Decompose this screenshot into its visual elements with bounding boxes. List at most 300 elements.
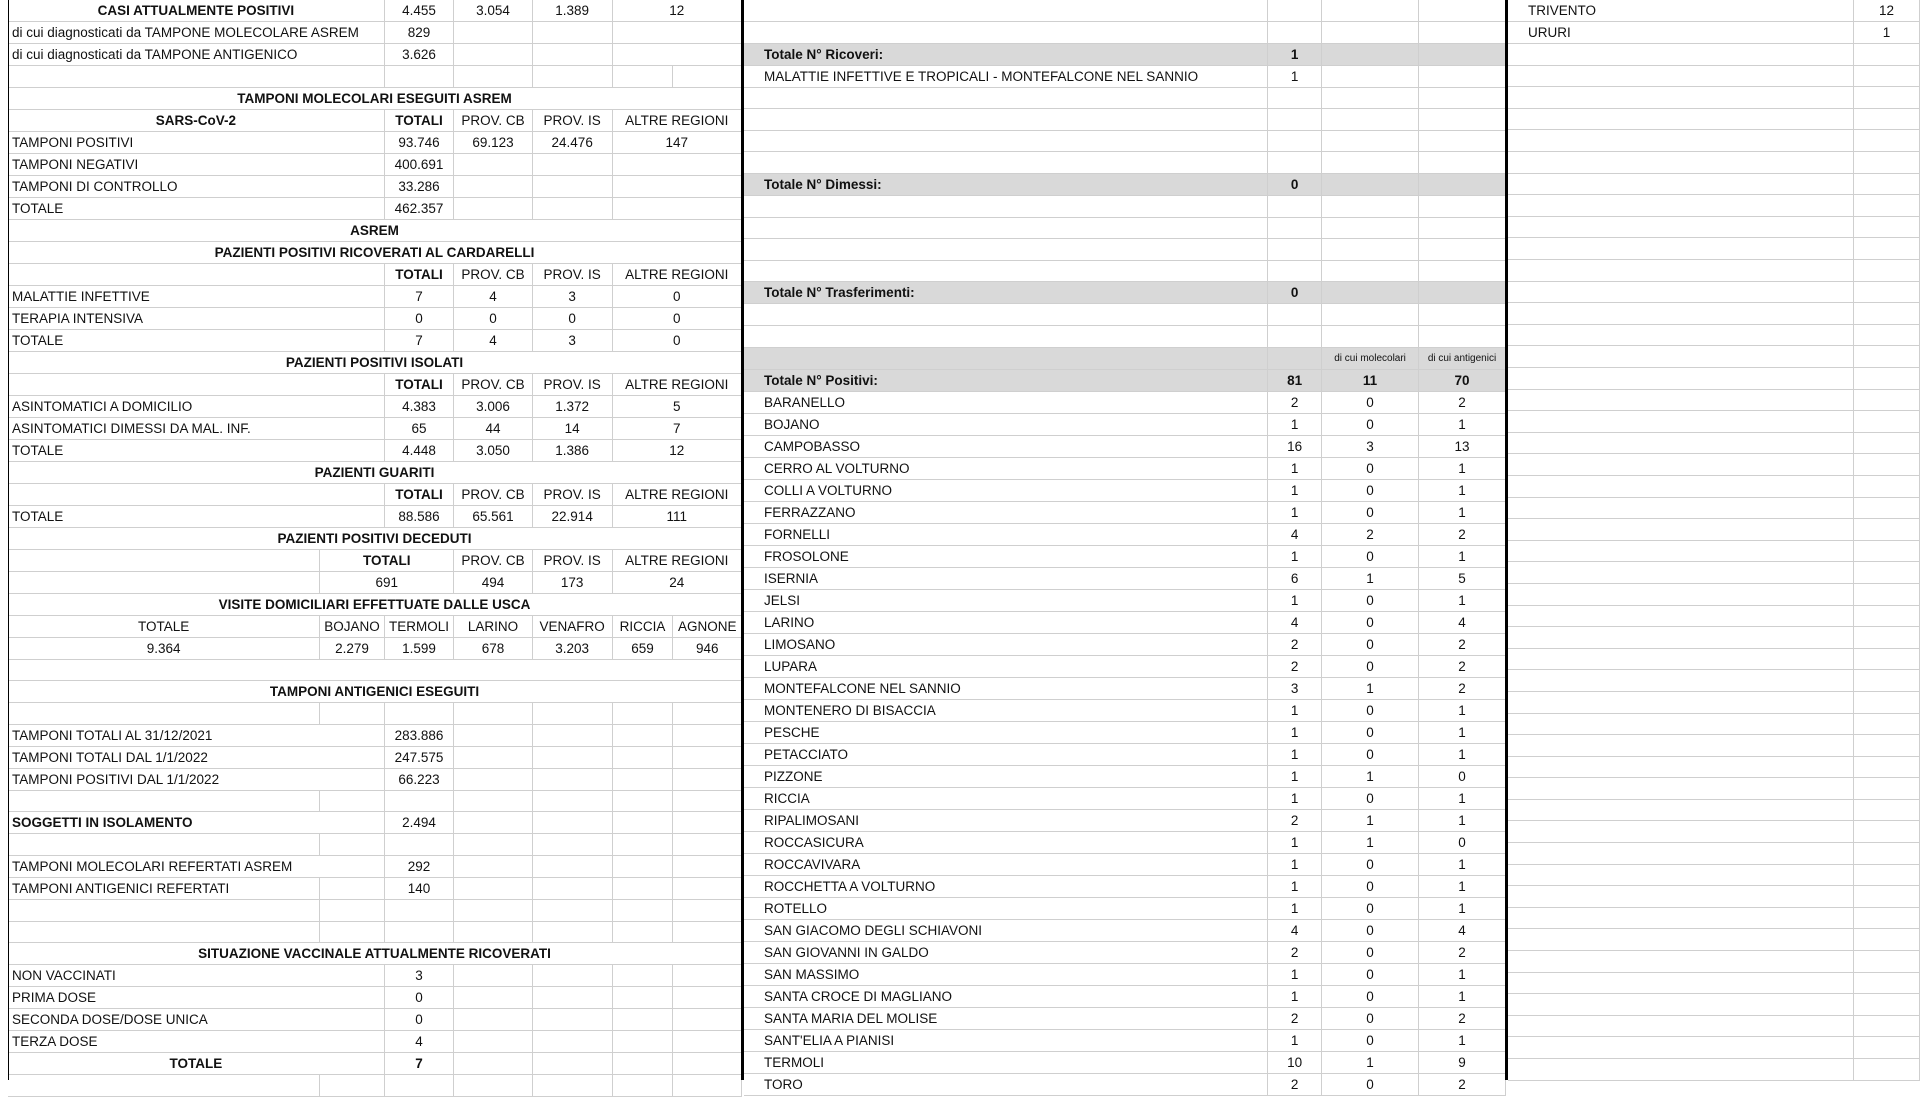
comune-name: JELSI [744, 589, 1268, 611]
row-tamponi-totali-2021 [8, 724, 742, 746]
comune-name: PETACCIATO [744, 743, 1268, 765]
cell [454, 921, 533, 943]
comune-name [1508, 756, 1854, 778]
comune-row [1508, 44, 1920, 66]
comune-name: RICCIA [744, 787, 1268, 809]
cell: 65 [384, 417, 453, 439]
summary-row [744, 130, 1506, 152]
antigenici-cell [1419, 282, 1506, 304]
totale-cell: 1 [1268, 457, 1322, 479]
comune-name [1508, 648, 1854, 670]
comune-name [1508, 130, 1854, 152]
cell [532, 1031, 612, 1053]
molecolari-cell: 0 [1322, 501, 1419, 523]
cell [320, 921, 385, 943]
totale-cell: 1 [1268, 1029, 1322, 1051]
totale-cell [1854, 65, 1920, 87]
comune-row [1508, 864, 1920, 886]
cell: TOTALE [8, 615, 320, 637]
comune-name: TERMOLI [744, 1051, 1268, 1073]
antigenici-cell: 2 [1419, 1073, 1506, 1095]
comune-name [1508, 540, 1854, 562]
totale-cell: 1 [1268, 963, 1322, 985]
comune-name [1508, 108, 1854, 130]
totale-cell [1854, 475, 1920, 497]
comune-row [1508, 173, 1920, 195]
cell: PAZIENTI GUARITI [8, 461, 742, 483]
row-non-vaccinati [8, 965, 742, 987]
totale-cell [1854, 929, 1920, 951]
cell [320, 1075, 385, 1097]
cell [532, 834, 612, 856]
cell [673, 724, 742, 746]
totale-cell [1854, 281, 1920, 303]
cell: PROV. CB [454, 549, 533, 571]
totale-cell [1854, 389, 1920, 411]
comune-row [744, 831, 1506, 853]
comune-name: Totale N° Positivi: [744, 369, 1268, 391]
summary-row [744, 304, 1506, 326]
cell: 247.575 [384, 746, 453, 768]
antigenici-cell: 0 [1419, 765, 1506, 787]
cell: 147 [612, 131, 741, 153]
comune-row [1508, 0, 1920, 22]
cell: 69.123 [454, 131, 533, 153]
cell: TOTALE [8, 1053, 384, 1075]
totale-cell: 1 [1268, 897, 1322, 919]
totale-cell [1268, 130, 1322, 152]
totale-cell: 1 [1854, 22, 1920, 44]
cell: 33.286 [384, 175, 453, 197]
cell: TOTALI [384, 373, 453, 395]
summary-row [744, 347, 1506, 369]
comune-row [1508, 778, 1920, 800]
comune-row [744, 501, 1506, 523]
molecolari-cell [1322, 196, 1419, 218]
cell: SOGGETTI IN ISOLAMENTO [8, 812, 384, 834]
comune-row [1508, 152, 1920, 174]
cell: TERMOLI [384, 615, 453, 637]
molecolari-cell: 1 [1322, 765, 1419, 787]
cell: 66.223 [384, 768, 453, 790]
antigenici-cell: 1 [1419, 699, 1506, 721]
comune-row [1508, 238, 1920, 260]
cell [532, 900, 612, 922]
cell: 0 [612, 285, 741, 307]
comune-row [1508, 691, 1920, 713]
comune-row [744, 875, 1506, 897]
totale-cell [1854, 972, 1920, 994]
cell: PAZIENTI POSITIVI ISOLATI [8, 351, 742, 373]
comune-row [1508, 432, 1920, 454]
summary-row [744, 109, 1506, 131]
row-section-antigenici [8, 681, 742, 703]
totale-cell [1268, 217, 1322, 239]
totale-cell: 1 [1268, 831, 1322, 853]
totale-cell: 2 [1268, 655, 1322, 677]
totale-cell [1854, 1037, 1920, 1059]
cell [532, 1053, 612, 1075]
summary-row [744, 282, 1506, 304]
row-guariti-totale [8, 505, 742, 527]
totale-cell: 2 [1268, 941, 1322, 963]
cell: 12 [612, 0, 741, 22]
molecolari-cell: 0 [1322, 611, 1419, 633]
summary-row [744, 369, 1506, 391]
cell [673, 703, 742, 725]
cell [532, 856, 612, 878]
cell [612, 153, 741, 175]
cell: TAMPONI MOLECOLARI ESEGUITI ASREM [8, 87, 742, 109]
cell: TAMPONI MOLECOLARI REFERTATI ASREM [8, 856, 384, 878]
comune-name [744, 260, 1268, 282]
comune-name [1508, 65, 1854, 87]
comune-row [744, 1029, 1506, 1051]
comune-row [744, 479, 1506, 501]
cell [454, 44, 533, 66]
comune-name: BOJANO [744, 413, 1268, 435]
summary-row [744, 326, 1506, 348]
totale-cell: 0 [1268, 174, 1322, 196]
cell [673, 878, 742, 900]
totale-cell [1854, 713, 1920, 735]
comune-name: Totale N° Ricoveri: [744, 43, 1268, 65]
totale-cell [1854, 605, 1920, 627]
cell: 4.448 [384, 439, 453, 461]
comune-row [1508, 130, 1920, 152]
molecolari-cell: 0 [1322, 875, 1419, 897]
cell [532, 878, 612, 900]
comune-row [1508, 216, 1920, 238]
cell: VISITE DOMICILIARI EFFETTUATE DALLE USCA [8, 593, 742, 615]
cell: SECONDA DOSE/DOSE UNICA [8, 1009, 384, 1031]
row-section-tamponi-molecolari [8, 87, 742, 109]
comune-row [744, 545, 1506, 567]
cell [454, 175, 533, 197]
comune-name [1508, 368, 1854, 390]
molecolari-cell [1322, 43, 1419, 65]
comune-row [744, 721, 1506, 743]
summary-row [744, 87, 1506, 109]
totale-cell: 12 [1854, 0, 1920, 22]
row-tamponi-positivi [8, 131, 742, 153]
antigenici-cell [1419, 109, 1506, 131]
cell: 4 [454, 285, 533, 307]
cell: PROV. IS [532, 549, 612, 571]
row-blank [8, 66, 742, 88]
comune-name [744, 130, 1268, 152]
totale-cell [1854, 346, 1920, 368]
comune-row [1508, 454, 1920, 476]
cell: PROV. IS [532, 263, 612, 285]
comune-name [744, 22, 1268, 44]
antigenici-cell: 1 [1419, 963, 1506, 985]
molecolari-cell: 0 [1322, 853, 1419, 875]
totale-cell [1854, 130, 1920, 152]
cell [673, 1075, 742, 1097]
comune-name [744, 304, 1268, 326]
summary-row [744, 239, 1506, 261]
totale-cell [1854, 432, 1920, 454]
cell: PROV. CB [454, 263, 533, 285]
cell [532, 153, 612, 175]
cell [532, 768, 612, 790]
cell [532, 812, 612, 834]
cell [454, 834, 533, 856]
comune-name: SANTA CROCE DI MAGLIANO [744, 985, 1268, 1007]
totale-cell [1854, 1015, 1920, 1037]
totale-cell [1854, 195, 1920, 217]
comune-name [1508, 691, 1854, 713]
cell [612, 790, 673, 812]
molecolari-cell: 0 [1322, 545, 1419, 567]
cell: TERAPIA INTENSIVA [8, 307, 384, 329]
antigenici-cell: 0 [1419, 831, 1506, 853]
comune-row [744, 435, 1506, 457]
comune-name: ISERNIA [744, 567, 1268, 589]
cell: PAZIENTI POSITIVI DECEDUTI [8, 527, 742, 549]
totale-cell [1268, 87, 1322, 109]
row-section-cardarelli [8, 241, 742, 263]
row-tamponi-positivi-2022 [8, 768, 742, 790]
cell: 0 [532, 307, 612, 329]
cell [532, 66, 612, 88]
totale-cell: 1 [1268, 743, 1322, 765]
antigenici-cell: 1 [1419, 1029, 1506, 1051]
cell [532, 1009, 612, 1031]
comune-row [1508, 713, 1920, 735]
cell [8, 921, 320, 943]
molecolari-cell: 0 [1322, 963, 1419, 985]
cell: 3.203 [532, 637, 612, 659]
comune-row [744, 633, 1506, 655]
cell: 659 [612, 637, 673, 659]
cell: TAMPONI ANTIGENICI REFERTATI [8, 878, 320, 900]
comune-name: LARINO [744, 611, 1268, 633]
cell: 24.476 [532, 131, 612, 153]
molecolari-cell: 0 [1322, 787, 1419, 809]
comune-row [744, 941, 1506, 963]
cell: 2.494 [384, 812, 453, 834]
row-tamponi-totali-2022 [8, 746, 742, 768]
comune-row [1508, 108, 1920, 130]
cell [532, 703, 612, 725]
cell [454, 1053, 533, 1075]
comune-name [744, 87, 1268, 109]
totale-cell: 1 [1268, 545, 1322, 567]
comune-row [1508, 260, 1920, 282]
antigenici-cell: 70 [1419, 369, 1506, 391]
cell: TAMPONI POSITIVI [8, 131, 384, 153]
cell [320, 703, 385, 725]
totale-cell: 16 [1268, 435, 1322, 457]
totale-cell [1854, 756, 1920, 778]
cell: 93.746 [384, 131, 453, 153]
cell [612, 746, 673, 768]
comune-name [1508, 432, 1854, 454]
antigenici-cell [1419, 304, 1506, 326]
totale-cell [1854, 778, 1920, 800]
comune-row [744, 567, 1506, 589]
totale-cell: 3 [1268, 677, 1322, 699]
totale-cell [1854, 540, 1920, 562]
comune-row [744, 413, 1506, 435]
cell: 0 [612, 307, 741, 329]
cell: 494 [454, 571, 533, 593]
left-edge [8, 0, 9, 1080]
cell [454, 856, 533, 878]
antigenici-cell: 2 [1419, 1007, 1506, 1029]
totale-cell [1854, 173, 1920, 195]
cell: 44 [454, 417, 533, 439]
cell [454, 768, 533, 790]
row-ricoverati-totale [8, 329, 742, 351]
cell [612, 987, 673, 1009]
cell [612, 22, 741, 44]
cell [673, 66, 742, 88]
comune-name [1508, 216, 1854, 238]
antigenici-cell [1419, 0, 1506, 22]
comune-name [744, 0, 1268, 22]
row-blank [8, 834, 742, 856]
cell: SARS-CoV-2 [8, 109, 384, 131]
row-vaccinale-totale [8, 1053, 742, 1075]
antigenici-cell: 1 [1419, 985, 1506, 1007]
comune-name: SANT'ELIA A PIANISI [744, 1029, 1268, 1051]
cell: di cui diagnosticati da TAMPONE ANTIGENICO [8, 44, 384, 66]
cell: 14 [532, 417, 612, 439]
antigenici-cell [1419, 65, 1506, 87]
comune-name: MALATTIE INFETTIVE E TROPICALI - MONTEFALCONE NEL SANNIO [744, 65, 1268, 87]
comune-row [744, 963, 1506, 985]
totale-cell [1854, 108, 1920, 130]
comune-row [744, 611, 1506, 633]
comune-name [1508, 346, 1854, 368]
summary-row [744, 43, 1506, 65]
cell [384, 66, 453, 88]
cell: 5 [612, 395, 741, 417]
cell: 3 [532, 329, 612, 351]
row-header-usca [8, 615, 742, 637]
molecolari-cell [1322, 87, 1419, 109]
totale-cell: 1 [1268, 875, 1322, 897]
comune-row [744, 391, 1506, 413]
molecolari-cell: 1 [1322, 1051, 1419, 1073]
cell [454, 1031, 533, 1053]
comune-row [1508, 497, 1920, 519]
comune-name [1508, 605, 1854, 627]
comune-row [1508, 605, 1920, 627]
comune-name: LIMOSANO [744, 633, 1268, 655]
antigenici-cell: 1 [1419, 809, 1506, 831]
molecolari-cell: 0 [1322, 655, 1419, 677]
cell: 88.586 [384, 505, 453, 527]
comune-name [744, 239, 1268, 261]
cell [673, 746, 742, 768]
comune-row [1508, 951, 1920, 973]
cell: 2.279 [320, 637, 385, 659]
totale-cell: 1 [1268, 413, 1322, 435]
molecolari-cell [1322, 0, 1419, 22]
comune-name: MONTENERO DI BISACCIA [744, 699, 1268, 721]
comune-name: ROCCHETTA A VOLTURNO [744, 875, 1268, 897]
cell: PROV. CB [454, 373, 533, 395]
cell [612, 1075, 673, 1097]
row-casi-attualmente-positivi [8, 0, 742, 22]
comune-name: ROTELLO [744, 897, 1268, 919]
row-malattie-infettive [8, 285, 742, 307]
totale-cell [1854, 886, 1920, 908]
antigenici-cell [1419, 174, 1506, 196]
cell: ALTRE REGIONI [612, 109, 741, 131]
totale-cell: 1 [1268, 65, 1322, 87]
comune-name [1508, 843, 1854, 865]
comune-name [744, 109, 1268, 131]
totale-cell [1854, 735, 1920, 757]
cell: 1.599 [384, 637, 453, 659]
cell: 140 [384, 878, 453, 900]
row-deceduti-values [8, 571, 742, 593]
antigenici-cell: 5 [1419, 567, 1506, 589]
totale-cell [1854, 303, 1920, 325]
comune-row [1508, 195, 1920, 217]
molecolari-cell [1322, 239, 1419, 261]
comune-name: Totale N° Trasferimenti: [744, 282, 1268, 304]
cell [532, 746, 612, 768]
comune-name [1508, 238, 1854, 260]
cell: 65.561 [454, 505, 533, 527]
molecolari-cell: 1 [1322, 567, 1419, 589]
comune-name [744, 326, 1268, 348]
cell [8, 834, 320, 856]
antigenici-cell: 2 [1419, 523, 1506, 545]
cell: TAMPONI TOTALI DAL 1/1/2022 [8, 746, 384, 768]
cell [384, 790, 453, 812]
comune-name: FERRAZZANO [744, 501, 1268, 523]
cell: 462.357 [384, 197, 453, 219]
comune-name [1508, 929, 1854, 951]
cell: 0 [612, 329, 741, 351]
cell [612, 900, 673, 922]
cell [532, 965, 612, 987]
antigenici-cell: 2 [1419, 941, 1506, 963]
antigenici-cell: 9 [1419, 1051, 1506, 1073]
comune-row [1508, 627, 1920, 649]
comune-name [1508, 260, 1854, 282]
comune-row [1508, 648, 1920, 670]
molecolari-cell [1322, 304, 1419, 326]
cell [673, 987, 742, 1009]
molecolari-cell: 0 [1322, 1073, 1419, 1095]
molecolari-cell: 0 [1322, 897, 1419, 919]
comune-name [744, 152, 1268, 174]
comune-name [1508, 195, 1854, 217]
cell: 1.386 [532, 439, 612, 461]
comune-name: SANTA MARIA DEL MOLISE [744, 1007, 1268, 1029]
row-prima-dose [8, 987, 742, 1009]
cell [612, 1009, 673, 1031]
comune-row [744, 677, 1506, 699]
molecolari-cell [1322, 22, 1419, 44]
comuni-continuation-table [1508, 0, 1920, 1081]
cell: 4 [384, 1031, 453, 1053]
comune-row [744, 457, 1506, 479]
summary-row [744, 152, 1506, 174]
comune-name [1508, 864, 1854, 886]
totale-cell [1854, 907, 1920, 929]
cell [612, 703, 673, 725]
antigenici-cell: 2 [1419, 391, 1506, 413]
